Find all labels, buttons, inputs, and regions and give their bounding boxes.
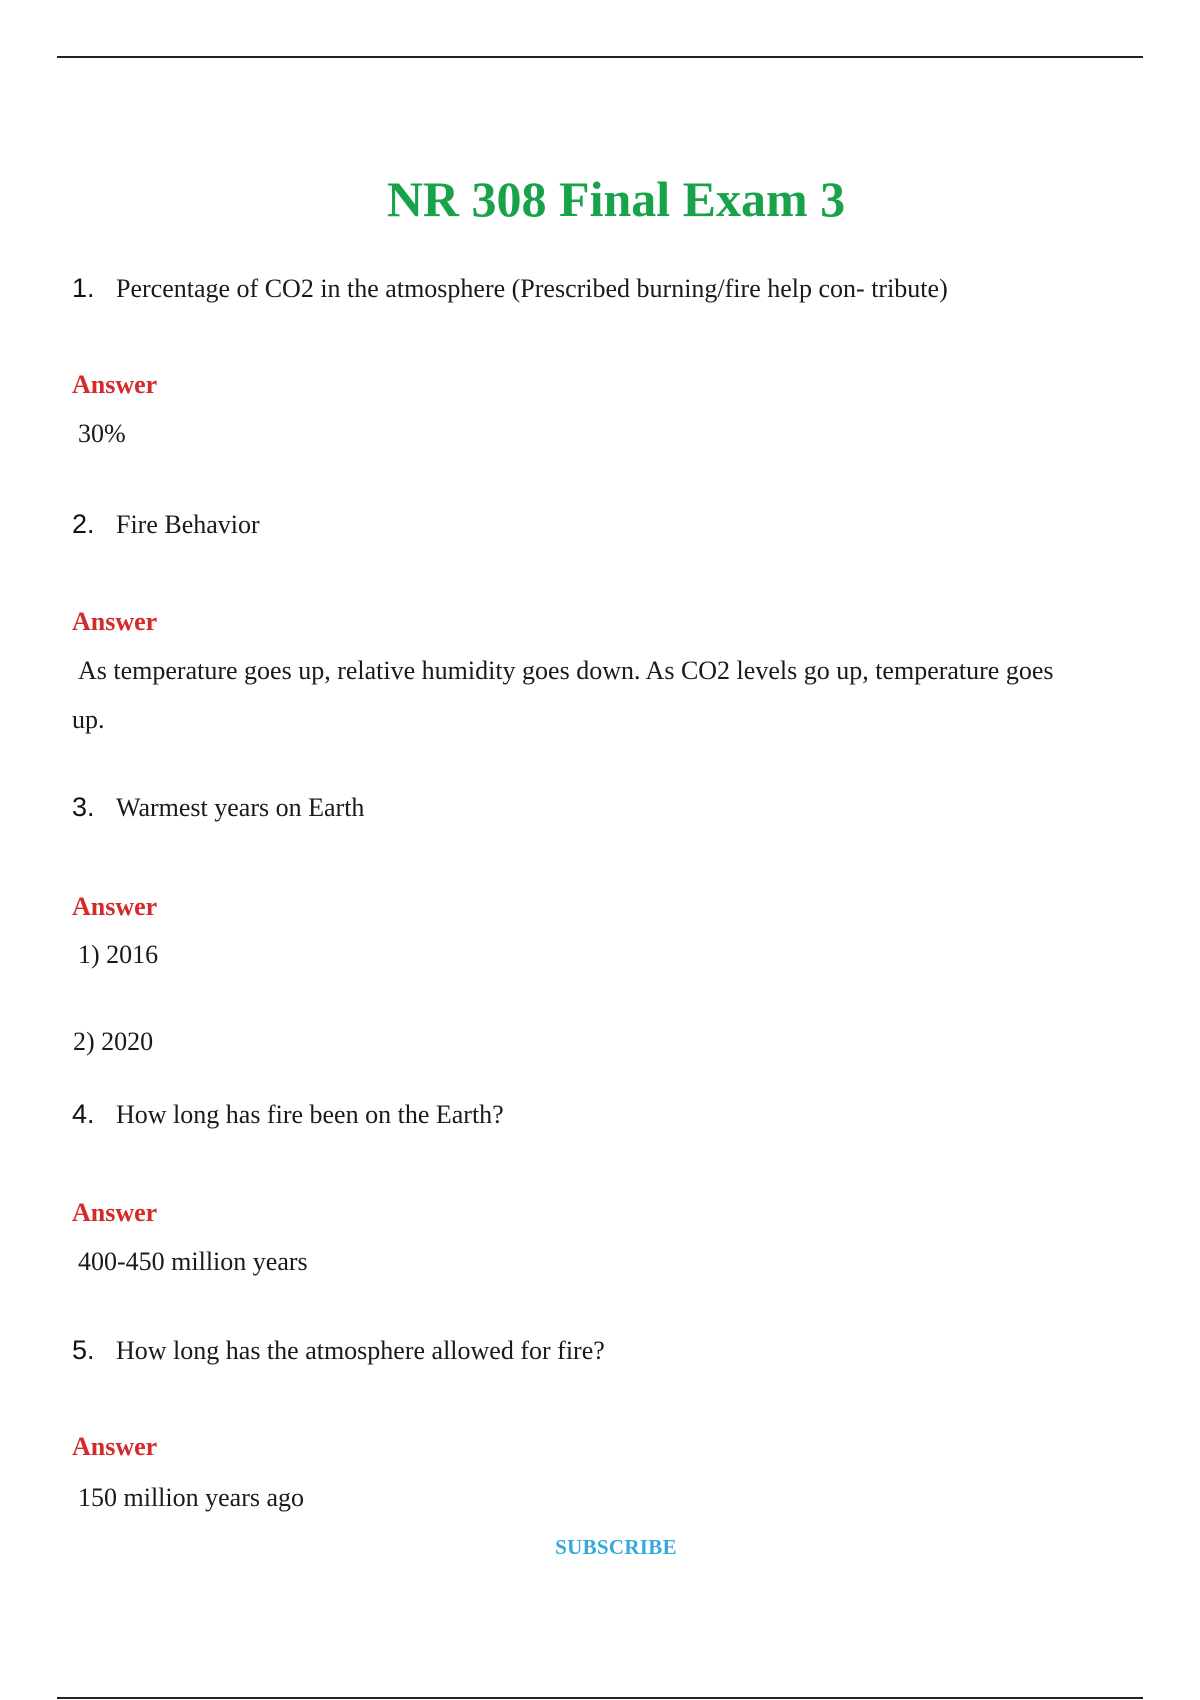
answer-label: Answer [72,1432,158,1461]
question-text: How long has fire been on the Earth? [116,1100,504,1129]
question-number: 1. [72,273,95,303]
question-number: 4. [72,1099,95,1129]
answer-text: 400-450 million years [78,1247,308,1276]
top-rule [57,56,1143,58]
question-number: 3. [72,792,95,822]
answer-text: 150 million years ago [78,1483,305,1512]
answer-text: 1) 2016 [78,940,159,969]
answer-text: As temperature goes up, relative humidity goes down. As CO2 levels go up, temperature goes up. [72,656,1054,734]
question-text: Percentage of CO2 in the atmosphere (Prescribed burning/fire help con- tribute) [116,274,948,303]
document-title: NR 308 Final Exam 3 [386,171,846,227]
answer-label: Answer [72,892,158,921]
answer-text: 2) 2020 [73,1027,154,1056]
answer-label: Answer [72,607,158,636]
answer-label: Answer [72,1198,158,1227]
subscribe-link[interactable]: SUBSCRIBE [555,1535,677,1559]
question-number: 2. [72,509,95,539]
question-text: Fire Behavior [116,510,260,539]
answer-text: 30% [78,419,126,448]
answer-label: Answer [72,370,158,399]
question-number: 5. [72,1335,95,1365]
question-text: How long has the atmosphere allowed for fire? [116,1336,605,1365]
question-text: Warmest years on Earth [116,793,365,822]
bottom-rule [57,1697,1143,1699]
